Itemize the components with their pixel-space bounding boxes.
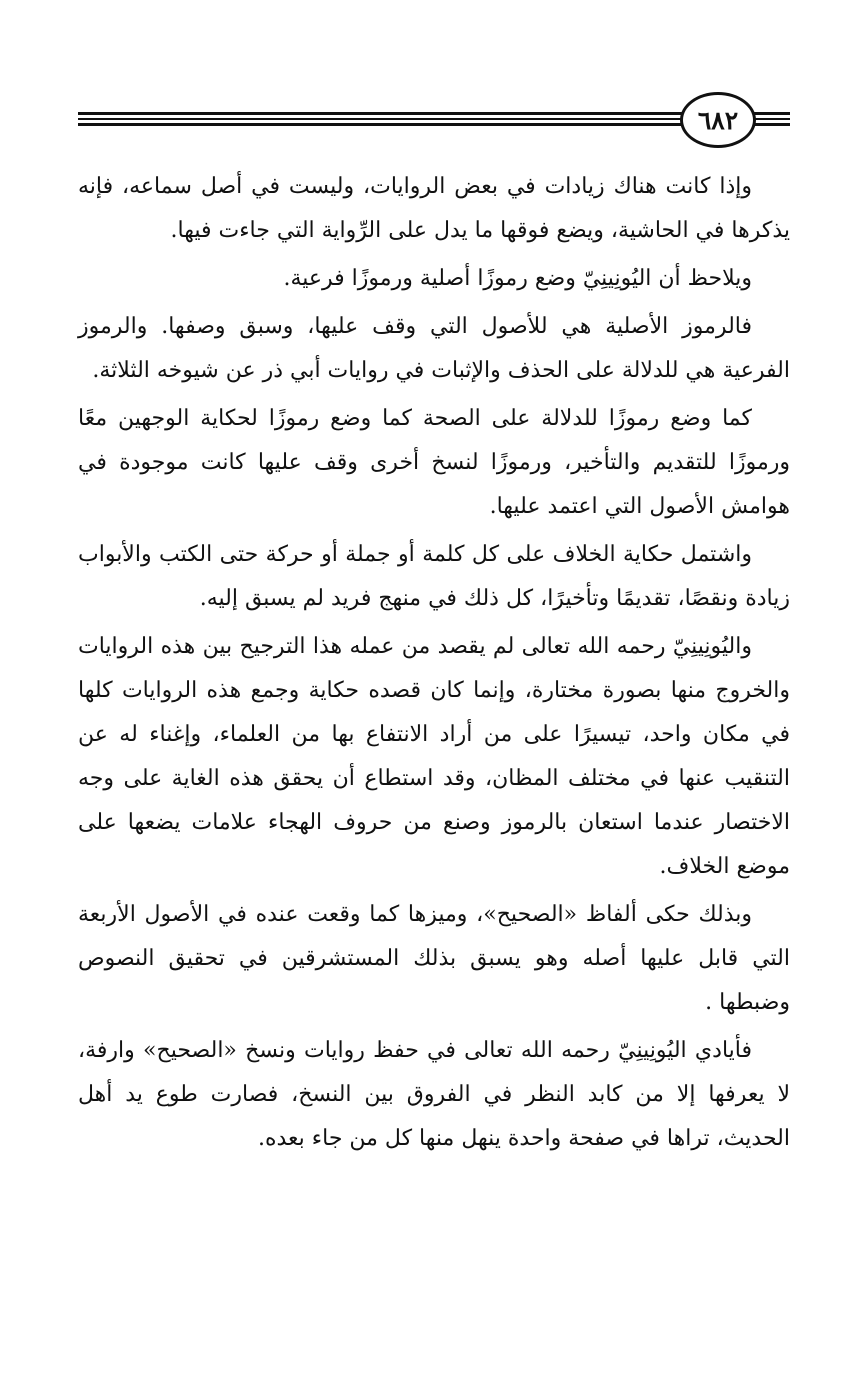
paragraph: وإذا كانت هناك زيادات في بعض الروايات، وليست في أصل سماعه، فإنه يذكرها في الحاشية، ويضع فوقها ما يدل على الرِّواية التي جاءت فيها. xyxy=(78,174,790,243)
paragraph: فالرموز الأصلية هي للأصول التي وقف عليها، وسبق وصفها. والرموز الفرعية هي للدلالة على الحذف والإثبات في روايات أبي ذر عن شيوخه الثلاثة. xyxy=(78,314,790,383)
page-number-badge xyxy=(680,92,756,148)
paragraph: فأيادي اليُونِينِيّ رحمه الله تعالى في حفظ روايات ونسخ «الصحيح» وارفة، لا يعرفها إلا من كابد النظر في الفروق بين النسخ، فصارت طوع يد أهل الحديث، تراها في صفحة واحدة ينهل منها كل من جاء بعده. xyxy=(78,1038,790,1151)
page-header xyxy=(78,90,790,160)
paragraph: واشتمل حكاية الخلاف على كل كلمة أو جملة أو حركة حتى الكتب والأبواب زيادة ونقصًا، تقديمًا وتأخيرًا، كل ذلك في منهج فريد لم يسبق إليه. xyxy=(78,542,790,611)
paragraph: ويلاحظ أن اليُونِينِيّ وضع رموزًا أصلية ورموزًا فرعية. xyxy=(283,266,752,291)
paragraph: وبذلك حكى ألفاظ «الصحيح»، وميزها كما وقعت عنده في الأصول الأربعة التي قابل عليها أصله وهو يسبق بذلك المستشرقين في تحقيق النصوص وضبطها . xyxy=(78,902,790,1015)
page-body xyxy=(78,165,790,1161)
paragraph: واليُونِينِيّ رحمه الله تعالى لم يقصد من عمله هذا الترجيح بين هذه الروايات والخروج منها بصورة مختارة، وإنما كان قصده حكاية وجمع هذه الروايات كلها في مكان واحد، تيسيرًا على من أراد الانتفاع بها من العلماء، وإغناء له عن التنقيب عنها في مختلف المظان، وقد استطاع أن يحقق هذه الغاية على وجه الاختصار عندما استعان بالرموز وصنع من حروف الهجاء علامات يضعها على موضع الخلاف. xyxy=(78,634,790,879)
paragraph: كما وضع رموزًا للدلالة على الصحة كما وضع رموزًا لحكاية الوجهين معًا ورموزًا للتقديم والتأخير، ورموزًا لنسخ أخرى وقف عليها كانت موجودة في هوامش الأصول التي اعتمد عليها. xyxy=(78,406,790,519)
page-number: ٦٨٢ xyxy=(697,105,739,135)
